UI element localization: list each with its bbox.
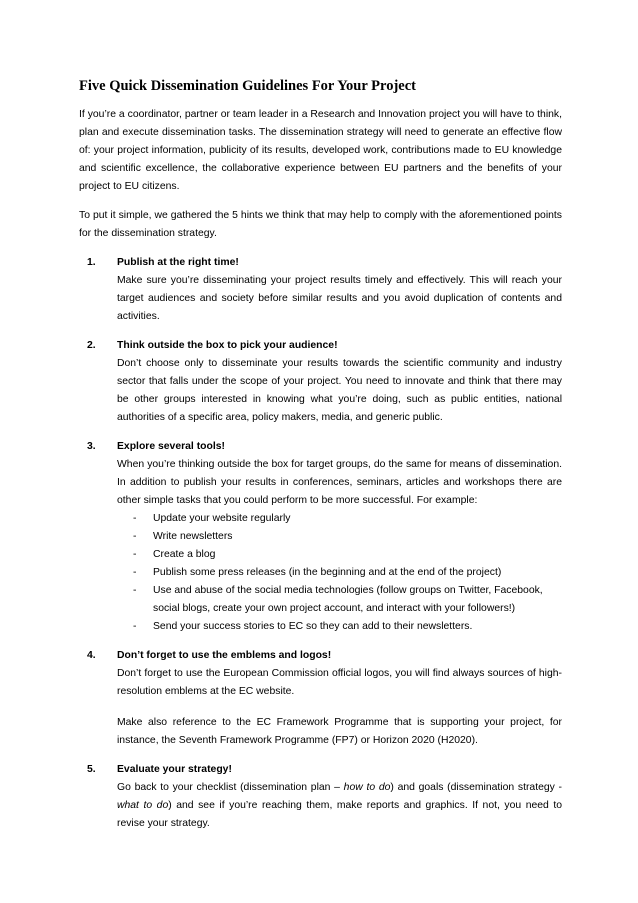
list-item-text: Use and abuse of the social media technologies (follow groups on Twitter, Facebook, social blogs, create your own project account, and interact with your followers!) bbox=[153, 585, 543, 614]
list-item bbox=[133, 528, 562, 546]
body-emphasis: what to do bbox=[117, 800, 169, 811]
list-item-text: Write newsletters bbox=[153, 531, 233, 542]
item-heading: Evaluate your strategy! bbox=[117, 764, 232, 775]
guideline-item-1 bbox=[79, 254, 562, 326]
item-number: 1. bbox=[87, 257, 96, 268]
guideline-item-3 bbox=[79, 438, 562, 636]
item-body bbox=[117, 779, 562, 833]
list-item-text: Create a blog bbox=[153, 549, 216, 560]
item-heading: Don’t forget to use the emblems and logos! bbox=[117, 650, 332, 661]
bullet-dash: - bbox=[133, 567, 137, 578]
body-text: Go back to your checklist (dissemination plan – bbox=[117, 782, 344, 793]
bullet-dash: - bbox=[133, 513, 137, 524]
guideline-item-4 bbox=[79, 647, 562, 750]
list-item bbox=[133, 564, 562, 582]
item-body: Don’t choose only to disseminate your results towards the scientific community and industry sector that falls under the scope of your project. You need to innovate and think that there may be other groups interested in knowing what you’re doing, such as public entities, national authorities of a specific area, policy makers, media, and generic public. bbox=[117, 358, 562, 423]
item-body: Make sure you’re disseminating your project results timely and effectively. This will reach your target audiences and society before similar results and you avoid duplication of contents and activities. bbox=[117, 275, 562, 322]
list-item bbox=[133, 546, 562, 564]
item-heading: Think outside the box to pick your audience! bbox=[117, 340, 338, 351]
item-body: When you’re thinking outside the box for target groups, do the same for means of dissemination. In addition to publish your results in conferences, seminars, articles and workshops there are other simple tasks that you could perform to be more successful. For example: bbox=[117, 459, 562, 506]
item-number: 5. bbox=[87, 764, 96, 775]
list-item-text: Send your success stories to EC so they can add to their newsletters. bbox=[153, 621, 473, 632]
bullet-dash: - bbox=[133, 621, 137, 632]
bullet-dash: - bbox=[133, 549, 137, 560]
item-body-secondary: Make also reference to the EC Framework Programme that is supporting your project, for instance, the Seventh Framework Programme (FP7) or Horizon 2020 (H2020). bbox=[117, 717, 562, 746]
item-heading: Publish at the right time! bbox=[117, 257, 239, 268]
item-body: Don’t forget to use the European Commission official logos, you will find always sources of high-resolution emblems at the EC website. bbox=[117, 668, 562, 697]
list-item-text: Publish some press releases (in the beginning and at the end of the project) bbox=[153, 567, 502, 578]
bullet-dash: - bbox=[133, 585, 137, 596]
guideline-item-5 bbox=[79, 761, 562, 833]
list-item-text: Update your website regularly bbox=[153, 513, 291, 524]
bullet-dash: - bbox=[133, 531, 137, 542]
intro-paragraph: If you’re a coordinator, partner or team leader in a Research and Innovation project you will have to think, plan and execute dissemination tasks. The dissemination strategy will need to generate an effective flow of: your project information, publicity of its results, developed work, contributions made to EU knowledge and scientific excellence, the collaborative experience between EU partners and the benefits of your project to EU citizens. bbox=[79, 109, 562, 192]
item-heading: Explore several tools! bbox=[117, 441, 225, 452]
list-item bbox=[133, 618, 562, 636]
item-number: 3. bbox=[87, 441, 96, 452]
body-text: ) and goals (dissemination strategy - bbox=[390, 782, 563, 793]
list-item bbox=[133, 582, 562, 618]
item-number: 2. bbox=[87, 340, 96, 351]
document-page bbox=[79, 76, 562, 844]
guideline-item-2 bbox=[79, 337, 562, 427]
document-title: Five Quick Dissemination Guidelines For Your Project bbox=[79, 78, 416, 94]
body-text: ) and see if you’re reaching them, make reports and graphics. If not, you need to revise your strategy. bbox=[117, 800, 563, 829]
body-emphasis: how to do bbox=[343, 782, 391, 793]
lead-paragraph: To put it simple, we gathered the 5 hints we think that may help to comply with the aforementioned points for the dissemination strategy. bbox=[79, 210, 562, 239]
list-item bbox=[133, 510, 562, 528]
item-number: 4. bbox=[87, 650, 96, 661]
tools-list bbox=[117, 510, 562, 636]
